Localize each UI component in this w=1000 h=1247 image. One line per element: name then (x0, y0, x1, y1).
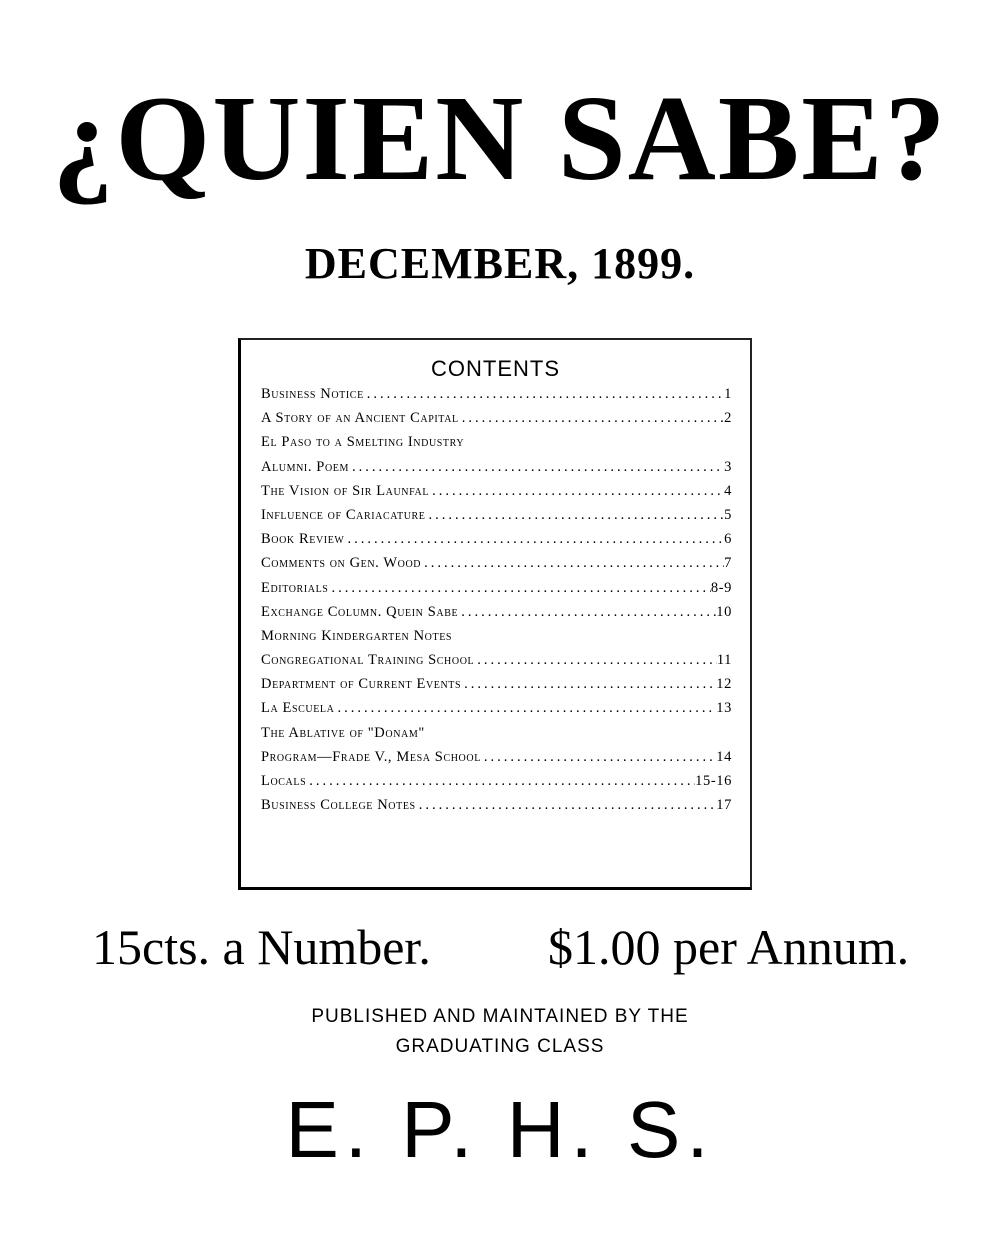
contents-entry-page: 7 (724, 555, 732, 572)
contents-entry-title: Editorials (261, 579, 329, 596)
contents-entry (261, 531, 732, 555)
contents-entry-title: Program—Frade V., Mesa School (261, 748, 481, 765)
dot-leader (461, 676, 716, 693)
dot-leader (481, 749, 716, 766)
issue-date: DECEMBER, 1899. (304, 239, 696, 288)
contents-entry-title: El Paso to a Smelting Industry (261, 434, 465, 451)
contents-entry-page: 11 (716, 652, 732, 669)
contents-entry (261, 749, 732, 773)
dot-leader (459, 410, 724, 427)
contents-entry (261, 773, 732, 797)
contents-entry-page: 3 (724, 458, 732, 475)
contents-entry (261, 797, 732, 821)
contents-entry-page: 2 (724, 410, 732, 427)
contents-entry (261, 580, 732, 604)
contents-entry (261, 459, 732, 483)
contents-entry-page: 8-9 (710, 579, 732, 596)
contents-entry-title: Congregational Training School (261, 652, 475, 669)
contents-entry-page: 17 (716, 797, 732, 814)
contents-entry (261, 386, 732, 410)
dot-leader (429, 483, 724, 500)
dot-leader (306, 773, 695, 790)
contents-entry-page: 5 (724, 506, 732, 523)
dot-leader (364, 386, 724, 403)
contents-entry-title: Comments on Gen. Wood (261, 555, 422, 572)
school-initials: E. P. H. S. (285, 1085, 715, 1174)
contents-entry-title: Exchange Column. Quein Sabe (261, 603, 459, 620)
contents-entry-title: La Escuela (261, 700, 335, 717)
dot-leader (328, 580, 710, 597)
contents-entry-title: Influence of Cariacature (261, 506, 426, 523)
contents-entry-title: The Ablative of "Donam" (261, 724, 425, 741)
contents-entry-title: Locals (261, 773, 307, 789)
contents-entry-page: 4 (724, 482, 732, 499)
contents-entry-title: Alumni. Poem (261, 458, 349, 475)
contents-entry-title: Morning Kindergarten Notes (261, 627, 453, 644)
contents-entry (261, 628, 732, 652)
contents-entry-page: 13 (716, 700, 732, 717)
contents-entry-title: Department of Current Events (261, 676, 462, 693)
contents-entry-page: 15-16 (695, 773, 732, 789)
dot-leader (458, 604, 716, 621)
contents-entry-page: 1 (724, 386, 732, 402)
dot-leader (474, 652, 717, 669)
contents-entry (261, 507, 732, 531)
contents-entry-title: Book Review (261, 531, 345, 548)
contents-entry (261, 725, 732, 749)
contents-entry-title: A Story of an Ancient Capital (261, 410, 459, 427)
contents-entry (261, 676, 732, 700)
contents-entry-page: 14 (716, 748, 732, 765)
contents-entry-title: Business Notice (261, 386, 364, 402)
contents-entry-page: 12 (716, 676, 732, 693)
contents-entry (261, 410, 732, 434)
price-per-number: 15cts. a Number. (92, 919, 431, 975)
contents-entry-page: 6 (724, 531, 732, 548)
contents-entry (261, 652, 732, 676)
contents-entry (261, 555, 732, 579)
contents-entry (261, 434, 732, 458)
dot-leader (349, 459, 724, 476)
contents-box (238, 338, 752, 890)
contents-entry-title: The Vision of Sir Launfal (261, 482, 430, 499)
contents-entry (261, 483, 732, 507)
published-by-line: PUBLISHED AND MAINTAINED BY THE (311, 1006, 689, 1027)
contents-entry (261, 700, 732, 724)
contents-entry-title: Business College Notes (261, 797, 416, 814)
contents-list (241, 386, 750, 821)
dot-leader (344, 531, 724, 548)
contents-entry-page: 10 (716, 603, 732, 620)
magazine-title: ¿QUIEN SABE? (52, 71, 948, 206)
contents-heading: CONTENTS (431, 356, 560, 381)
dot-leader (421, 555, 724, 572)
dot-leader (334, 700, 716, 717)
contents-entry (261, 604, 732, 628)
dot-leader (416, 797, 717, 814)
graduating-class-line: GRADUATING CLASS (395, 1036, 605, 1057)
dot-leader (426, 507, 725, 524)
price-per-annum: $1.00 per Annum. (548, 919, 910, 975)
